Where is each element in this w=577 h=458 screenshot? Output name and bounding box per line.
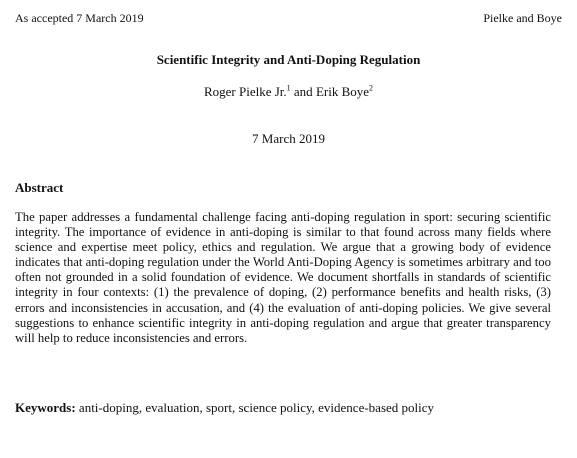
author-connector: and — [290, 84, 316, 99]
header-accepted-date: As accepted 7 March 2019 — [15, 11, 144, 25]
author-name: Roger Pielke Jr. — [203, 84, 287, 99]
abstract-heading: Abstract — [15, 180, 64, 195]
keywords-label: Keywords: — [15, 400, 76, 415]
header-authors: Pielke and Boye — [483, 11, 562, 25]
keywords-line — [15, 400, 560, 415]
abstract-body: The paper addresses a fundamental challenge facing anti-doping regulation in sport: securing scientific integrity. The importance of evidence in anti-doping is similar to that found across many fields where science and expertise meet policy, ethics and regulation. We argue that a growing body of evidence indicates that anti-doping regulation under the World Anti-Doping Agency is sometimes arbitrary and too often not grounded in a solid foundation of evidence. We document shortfalls in standards of scientific integrity in four contexts: (1) the prevalence of doping, (2) performance benefits and health risks, (3) errors and inconsistencies in accusation, and (4) the evaluation of anti-doping policies. We give several suggestions to enhance scientific integrity in anti-doping regulation and argue that greater transparency will help to reduce inconsistencies and errors. — [15, 210, 551, 345]
paper-date: 7 March 2019 — [252, 131, 325, 146]
author-line — [0, 84, 577, 99]
author-name: Erik Boye — [315, 84, 370, 99]
affiliation-mark: 2 — [369, 83, 374, 93]
affiliation-mark: 1 — [286, 83, 291, 93]
keywords-text: anti-doping, evaluation, sport, science policy, evidence-based policy — [75, 400, 435, 415]
paper-title: Scientific Integrity and Anti-Doping Regulation — [156, 52, 421, 67]
